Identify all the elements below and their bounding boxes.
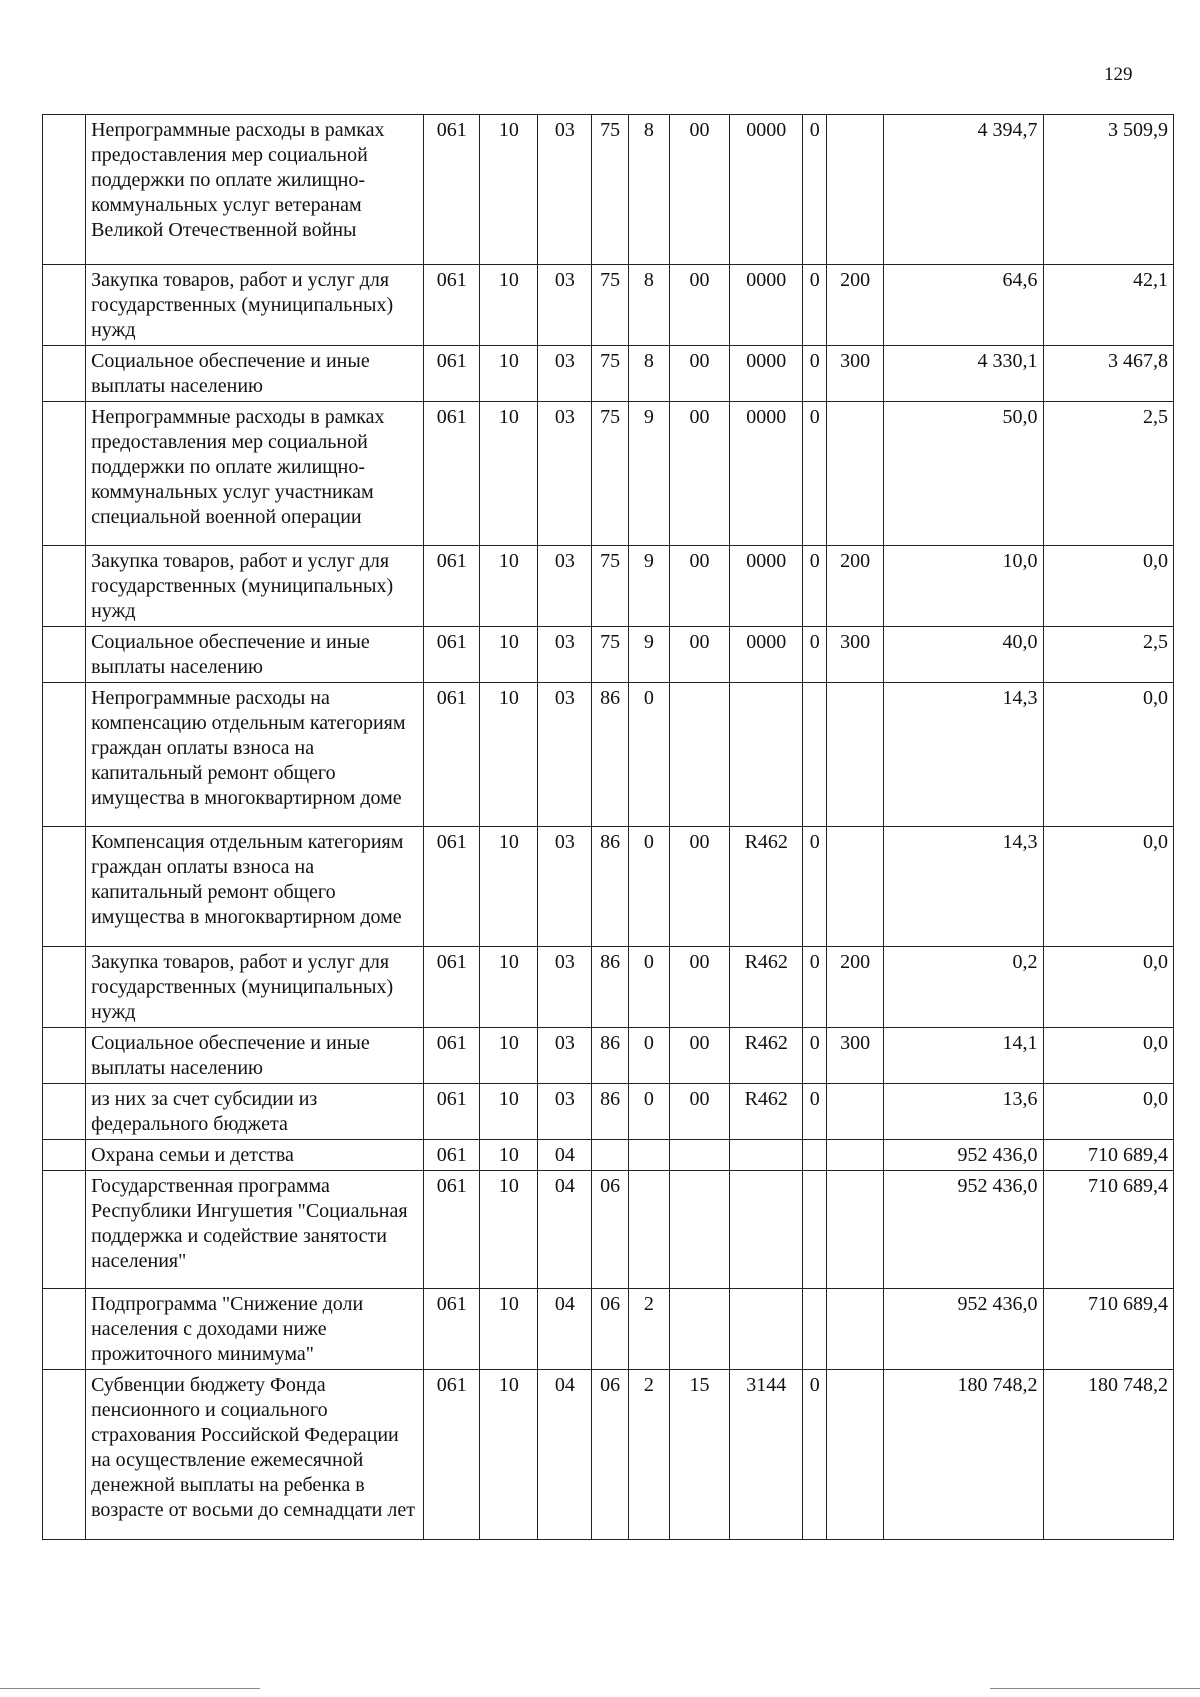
code-cell-c7: R462 — [730, 1028, 803, 1084]
code-cell-c6: 00 — [669, 1084, 729, 1140]
table-row — [43, 115, 1174, 265]
amount-cell-a1: 14,3 — [884, 683, 1043, 827]
code-cell-c3: 04 — [538, 1140, 592, 1171]
expense-name-cell: Социальное обеспечение и иные выплаты населению — [86, 1028, 424, 1084]
code-cell-c4: 86 — [592, 1028, 629, 1084]
code-cell-c2: 10 — [480, 1370, 538, 1540]
code-cell-c6 — [669, 1289, 729, 1370]
code-cell-c5: 0 — [628, 947, 669, 1028]
amount-cell-a1: 64,6 — [884, 265, 1043, 346]
amount-cell-a1: 952 436,0 — [884, 1171, 1043, 1289]
code-cell-c8: 0 — [803, 115, 827, 265]
code-cell-c7: 3144 — [730, 1370, 803, 1540]
code-cell-c9 — [827, 1171, 884, 1289]
code-cell-c3: 03 — [538, 546, 592, 627]
row-blank-cell — [43, 947, 86, 1028]
code-cell-c1: 061 — [424, 346, 480, 402]
code-cell-c5: 0 — [628, 1028, 669, 1084]
code-cell-c5: 9 — [628, 546, 669, 627]
code-cell-c3: 03 — [538, 627, 592, 683]
amount-cell-a2: 0,0 — [1043, 1084, 1173, 1140]
code-cell-c7: 0000 — [730, 115, 803, 265]
code-cell-c4: 06 — [592, 1370, 629, 1540]
code-cell-c8: 0 — [803, 546, 827, 627]
code-cell-c3: 03 — [538, 346, 592, 402]
amount-cell-a1: 14,3 — [884, 827, 1043, 947]
code-cell-c6: 15 — [669, 1370, 729, 1540]
footer-rule-left — [0, 1688, 260, 1689]
code-cell-c9: 200 — [827, 546, 884, 627]
code-cell-c3: 04 — [538, 1370, 592, 1540]
amount-cell-a1: 13,6 — [884, 1084, 1043, 1140]
amount-cell-a2: 0,0 — [1043, 1028, 1173, 1084]
code-cell-c1: 061 — [424, 827, 480, 947]
amount-cell-a1: 180 748,2 — [884, 1370, 1043, 1540]
amount-cell-a2: 0,0 — [1043, 683, 1173, 827]
table-row — [43, 947, 1174, 1028]
amount-cell-a1: 952 436,0 — [884, 1140, 1043, 1171]
code-cell-c5: 0 — [628, 827, 669, 947]
amount-cell-a2: 0,0 — [1043, 947, 1173, 1028]
code-cell-c2: 10 — [480, 346, 538, 402]
code-cell-c3: 03 — [538, 402, 592, 546]
table-row — [43, 546, 1174, 627]
amount-cell-a1: 4 394,7 — [884, 115, 1043, 265]
expense-name-cell: Субвенции бюджету Фонда пенсионного и социального страхования Российской Федерации на осуществление ежемесячной денежной выплаты на ребенка в возрасте от восьми до семнадцати лет — [86, 1370, 424, 1540]
code-cell-c7 — [730, 683, 803, 827]
amount-cell-a2: 3 509,9 — [1043, 115, 1173, 265]
expense-name-cell: Закупка товаров, работ и услуг для государственных (муниципальных) нужд — [86, 265, 424, 346]
code-cell-c9: 300 — [827, 627, 884, 683]
code-cell-c8: 0 — [803, 346, 827, 402]
amount-cell-a2: 710 689,4 — [1043, 1289, 1173, 1370]
code-cell-c1: 061 — [424, 546, 480, 627]
row-blank-cell — [43, 827, 86, 947]
row-blank-cell — [43, 265, 86, 346]
expense-name-cell: Государственная программа Республики Ингушетия "Социальная поддержка и содействие занятости населения" — [86, 1171, 424, 1289]
code-cell-c4: 86 — [592, 1084, 629, 1140]
code-cell-c8: 0 — [803, 265, 827, 346]
code-cell-c7 — [730, 1140, 803, 1171]
expense-name-cell: Социальное обеспечение и иные выплаты населению — [86, 627, 424, 683]
table-row — [43, 1028, 1174, 1084]
code-cell-c2: 10 — [480, 1028, 538, 1084]
row-blank-cell — [43, 1140, 86, 1171]
amount-cell-a2: 3 467,8 — [1043, 346, 1173, 402]
amount-cell-a2: 180 748,2 — [1043, 1370, 1173, 1540]
code-cell-c6: 00 — [669, 947, 729, 1028]
table-row — [43, 1289, 1174, 1370]
code-cell-c3: 03 — [538, 1028, 592, 1084]
code-cell-c1: 061 — [424, 1171, 480, 1289]
amount-cell-a2: 710 689,4 — [1043, 1171, 1173, 1289]
code-cell-c3: 03 — [538, 827, 592, 947]
code-cell-c8: 0 — [803, 1028, 827, 1084]
code-cell-c3: 03 — [538, 1084, 592, 1140]
code-cell-c4: 86 — [592, 947, 629, 1028]
code-cell-c3: 04 — [538, 1171, 592, 1289]
expense-name-cell: Непрограммные расходы в рамках предоставления мер социальной поддержки по оплате жилищно-коммунальных услуг ветеранам Великой Отечественной войны — [86, 115, 424, 265]
code-cell-c7: R462 — [730, 947, 803, 1028]
code-cell-c7: R462 — [730, 827, 803, 947]
table-row — [43, 1140, 1174, 1171]
row-blank-cell — [43, 1171, 86, 1289]
amount-cell-a2: 2,5 — [1043, 627, 1173, 683]
code-cell-c8: 0 — [803, 1084, 827, 1140]
table-row — [43, 683, 1174, 827]
code-cell-c8: 0 — [803, 402, 827, 546]
code-cell-c9: 300 — [827, 346, 884, 402]
amount-cell-a2: 0,0 — [1043, 546, 1173, 627]
code-cell-c1: 061 — [424, 627, 480, 683]
code-cell-c8: 0 — [803, 627, 827, 683]
code-cell-c4 — [592, 1140, 629, 1171]
code-cell-c7 — [730, 1289, 803, 1370]
code-cell-c4: 75 — [592, 627, 629, 683]
code-cell-c2: 10 — [480, 546, 538, 627]
code-cell-c6 — [669, 683, 729, 827]
amount-cell-a1: 952 436,0 — [884, 1289, 1043, 1370]
code-cell-c4: 75 — [592, 265, 629, 346]
code-cell-c1: 061 — [424, 1140, 480, 1171]
code-cell-c9 — [827, 827, 884, 947]
code-cell-c2: 10 — [480, 1140, 538, 1171]
code-cell-c9 — [827, 1140, 884, 1171]
code-cell-c8: 0 — [803, 947, 827, 1028]
code-cell-c5: 2 — [628, 1370, 669, 1540]
code-cell-c8: 0 — [803, 1370, 827, 1540]
code-cell-c1: 061 — [424, 402, 480, 546]
row-blank-cell — [43, 627, 86, 683]
code-cell-c5: 9 — [628, 402, 669, 546]
expense-name-cell: Охрана семьи и детства — [86, 1140, 424, 1171]
row-blank-cell — [43, 1370, 86, 1540]
code-cell-c1: 061 — [424, 1028, 480, 1084]
code-cell-c3: 03 — [538, 265, 592, 346]
code-cell-c8 — [803, 1140, 827, 1171]
row-blank-cell — [43, 402, 86, 546]
code-cell-c7: R462 — [730, 1084, 803, 1140]
code-cell-c6 — [669, 1140, 729, 1171]
code-cell-c9 — [827, 1289, 884, 1370]
table-row — [43, 1171, 1174, 1289]
code-cell-c7: 0000 — [730, 346, 803, 402]
expense-name-cell: Непрограммные расходы в рамках предоставления мер социальной поддержки по оплате жилищно-коммунальных услуг участникам специальной военной операции — [86, 402, 424, 546]
amount-cell-a2: 0,0 — [1043, 827, 1173, 947]
code-cell-c2: 10 — [480, 1084, 538, 1140]
amount-cell-a1: 50,0 — [884, 402, 1043, 546]
amount-cell-a1: 0,2 — [884, 947, 1043, 1028]
code-cell-c2: 10 — [480, 1289, 538, 1370]
code-cell-c9: 200 — [827, 265, 884, 346]
expense-name-cell: Компенсация отдельным категориям граждан оплаты взноса на капитальный ремонт общего имущества в многоквартирном доме — [86, 827, 424, 947]
code-cell-c7: 0000 — [730, 402, 803, 546]
code-cell-c4: 86 — [592, 827, 629, 947]
code-cell-c3: 03 — [538, 683, 592, 827]
code-cell-c2: 10 — [480, 265, 538, 346]
code-cell-c6: 00 — [669, 546, 729, 627]
row-blank-cell — [43, 683, 86, 827]
expense-name-cell: Социальное обеспечение и иные выплаты населению — [86, 346, 424, 402]
code-cell-c5: 8 — [628, 346, 669, 402]
code-cell-c1: 061 — [424, 1084, 480, 1140]
expense-name-cell: из них за счет субсидии из федерального бюджета — [86, 1084, 424, 1140]
code-cell-c6: 00 — [669, 115, 729, 265]
code-cell-c8 — [803, 683, 827, 827]
row-blank-cell — [43, 1028, 86, 1084]
code-cell-c7: 0000 — [730, 627, 803, 683]
code-cell-c2: 10 — [480, 1171, 538, 1289]
code-cell-c6 — [669, 1171, 729, 1289]
footer-rule-right — [990, 1688, 1200, 1689]
code-cell-c2: 10 — [480, 115, 538, 265]
code-cell-c5: 8 — [628, 265, 669, 346]
code-cell-c4: 75 — [592, 546, 629, 627]
code-cell-c2: 10 — [480, 683, 538, 827]
code-cell-c4: 86 — [592, 683, 629, 827]
table-row — [43, 402, 1174, 546]
code-cell-c6: 00 — [669, 265, 729, 346]
expense-name-cell: Закупка товаров, работ и услуг для государственных (муниципальных) нужд — [86, 546, 424, 627]
code-cell-c4: 06 — [592, 1171, 629, 1289]
table-row — [43, 1084, 1174, 1140]
code-cell-c6: 00 — [669, 827, 729, 947]
code-cell-c9: 300 — [827, 1028, 884, 1084]
code-cell-c8: 0 — [803, 827, 827, 947]
code-cell-c4: 75 — [592, 115, 629, 265]
code-cell-c2: 10 — [480, 627, 538, 683]
amount-cell-a2: 2,5 — [1043, 402, 1173, 546]
code-cell-c7 — [730, 1171, 803, 1289]
code-cell-c3: 03 — [538, 947, 592, 1028]
table-row — [43, 827, 1174, 947]
code-cell-c9 — [827, 402, 884, 546]
expense-name-cell: Закупка товаров, работ и услуг для государственных (муниципальных) нужд — [86, 947, 424, 1028]
code-cell-c5 — [628, 1140, 669, 1171]
code-cell-c1: 061 — [424, 265, 480, 346]
row-blank-cell — [43, 546, 86, 627]
code-cell-c5 — [628, 1171, 669, 1289]
code-cell-c5: 0 — [628, 683, 669, 827]
code-cell-c1: 061 — [424, 683, 480, 827]
table-row — [43, 627, 1174, 683]
code-cell-c9 — [827, 1084, 884, 1140]
code-cell-c9 — [827, 683, 884, 827]
code-cell-c1: 061 — [424, 947, 480, 1028]
budget-table — [42, 114, 1174, 1540]
code-cell-c7: 0000 — [730, 546, 803, 627]
code-cell-c1: 061 — [424, 115, 480, 265]
code-cell-c3: 04 — [538, 1289, 592, 1370]
amount-cell-a1: 40,0 — [884, 627, 1043, 683]
code-cell-c9: 200 — [827, 947, 884, 1028]
code-cell-c1: 061 — [424, 1289, 480, 1370]
row-blank-cell — [43, 115, 86, 265]
amount-cell-a1: 14,1 — [884, 1028, 1043, 1084]
table-row — [43, 346, 1174, 402]
code-cell-c3: 03 — [538, 115, 592, 265]
expense-name-cell: Непрограммные расходы на компенсацию отдельным категориям граждан оплаты взноса на капитальный ремонт общего имущества в многоквартирном доме — [86, 683, 424, 827]
row-blank-cell — [43, 346, 86, 402]
code-cell-c2: 10 — [480, 827, 538, 947]
code-cell-c7: 0000 — [730, 265, 803, 346]
code-cell-c4: 06 — [592, 1289, 629, 1370]
code-cell-c4: 75 — [592, 346, 629, 402]
amount-cell-a1: 10,0 — [884, 546, 1043, 627]
table-row — [43, 1370, 1174, 1540]
code-cell-c6: 00 — [669, 1028, 729, 1084]
code-cell-c6: 00 — [669, 627, 729, 683]
code-cell-c5: 0 — [628, 1084, 669, 1140]
code-cell-c8 — [803, 1289, 827, 1370]
code-cell-c6: 00 — [669, 402, 729, 546]
code-cell-c5: 8 — [628, 115, 669, 265]
code-cell-c2: 10 — [480, 947, 538, 1028]
code-cell-c8 — [803, 1171, 827, 1289]
row-blank-cell — [43, 1289, 86, 1370]
amount-cell-a2: 710 689,4 — [1043, 1140, 1173, 1171]
code-cell-c5: 2 — [628, 1289, 669, 1370]
code-cell-c4: 75 — [592, 402, 629, 546]
code-cell-c2: 10 — [480, 402, 538, 546]
amount-cell-a1: 4 330,1 — [884, 346, 1043, 402]
table-row — [43, 265, 1174, 346]
code-cell-c9 — [827, 1370, 884, 1540]
row-blank-cell — [43, 1084, 86, 1140]
amount-cell-a2: 42,1 — [1043, 265, 1173, 346]
code-cell-c1: 061 — [424, 1370, 480, 1540]
expense-name-cell: Подпрограмма "Снижение доли населения с доходами ниже прожиточного минимума" — [86, 1289, 424, 1370]
code-cell-c9 — [827, 115, 884, 265]
page-number: 129 — [1104, 64, 1133, 85]
code-cell-c6: 00 — [669, 346, 729, 402]
code-cell-c5: 9 — [628, 627, 669, 683]
